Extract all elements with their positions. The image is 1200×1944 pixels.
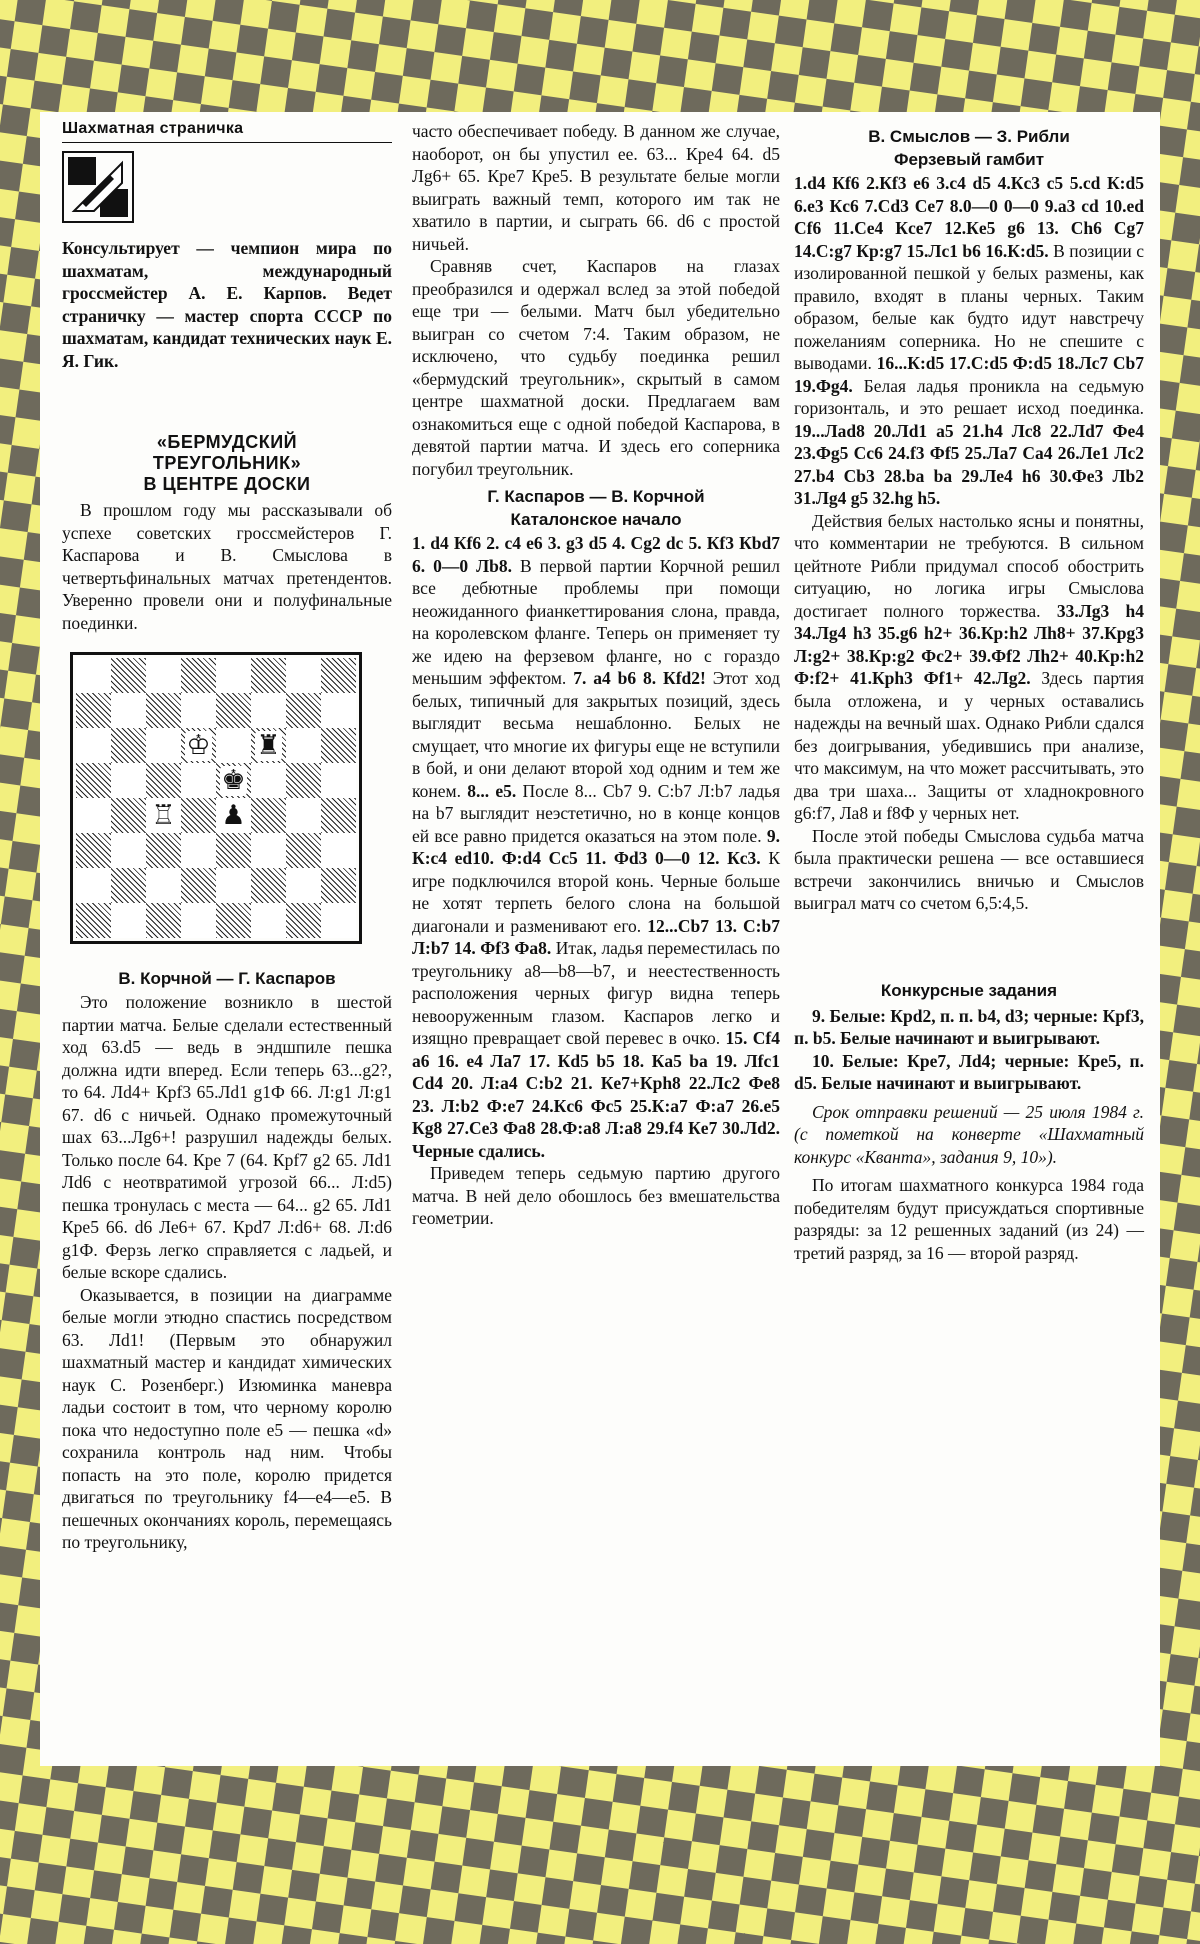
board-square [251,868,286,903]
board-square [321,763,356,798]
board-square [111,833,146,868]
section-title: Шахматная страничка [62,120,392,143]
board-square [76,798,111,833]
game3-comment-1: В позиции с изолированной пешкой у белых размены, как правило, входят в планы черных. Таким образом, белые как будто идут навстречу пожеланиям соперника. Но не спешите с выводами. [794,240,1144,373]
game1-paragraph-1: Это положение возникло в шестой партии матча. Белые сделали естественный ход 63.d5 — ведь в эндшпиле пешка должна идти вперед. Если теперь 63...g2?, то 64. Лd4+ Крf3 65.Лd1 g1Ф 66. Л:g1 Л:g1 67. d6 с ничьей. Однако промежуточный шах 63...Лg6+! разрушил надежды белых. Только после 64. Кре 7 (64. Крf7 g2 65. Лd1 Лd6 с неотвратимой угрозой 66... Л:d5) пешка тронулась с места — 64... g2 65. Лd1 Кре5 66. d6 Ле6+ 67. Кpd7 Л:d6+ 68. Л:d6 g1Ф. Ферзь легко справляется с ладьей, и белые вскоре сдались. [62,992,392,1282]
game3-moves-2: 16...К:d5 17.С:d5 Ф:d5 18.Лc7 Сb7 19.Фg4. [794,353,1144,396]
game3-paragraph-5: После этой победы Смыслова судьба матча была практически решена — все оставшиеся встречи закончились вничью и Смыслов выиграл матч со счетом 6,5:4,5. [794,825,1144,913]
board-square [111,728,146,763]
game2-moves-2: 7. a4 b6 8. Кfd2! [573,668,706,688]
game3-moves-3: 19...Лad8 20.Лd1 a5 21.h4 Лc8 22.Лd7 Фe4 23.Фg5 Сc6 24.f3 Фf5 25.Лa7 Сa4 26.Лe1 Лc2 27.b4 Сb3 28.ba ba 29.Лe4 h6 30.Фe3 Лb2 31.Лg4 g5 32.hg h5. [794,420,1144,508]
white-rook-piece: ♖ [151,799,176,831]
magazine-page [40,112,1160,1766]
board-square [76,833,111,868]
board-square [146,693,181,728]
board-square [286,798,321,833]
game1-paragraph-3: часто обеспечивает победу. В данном же случае, наоборот, он бы упустил ее. 63... Кре4 64. d5 Лg6+ 65. Кре7 Кре5. В результате белые могли выиграть важный темп, которого им так не хватило в партии, и сыграть 66. d6 с простой ничьей. [412,121,780,254]
board-square [251,658,286,693]
contest-task-9: 9. Белые: Крd2, п. п. b4, d3; черные: Крf3, п. b5. Белые начинают и выигрывают. [794,1005,1144,1048]
board-square [286,833,321,868]
game2-paragraph-final: Приведем теперь седьмую партию другого матча. В ней дело обошлось без вмешательства геометрии. [412,1163,780,1228]
chess-diagram [70,652,362,944]
board-square [111,658,146,693]
board-square [76,868,111,903]
board-square [321,833,356,868]
contest-deadline: Срок отправки решений — 25 июля 1984 г. (с пометкой на конверте «Шахматный конкурс «Кванта», задания 9, 10»). [794,1101,1144,1167]
board-square [146,833,181,868]
board-square [181,833,216,868]
board-square [181,868,216,903]
board-square [111,763,146,798]
board-square [216,868,251,903]
game2-moves-1: 1. d4 Кf6 2. c4 e6 3. g3 d5 4. Cg2 dc 5. Кf3 Кbd7 6. 0—0 Лb8. [412,533,780,576]
game2-moves-5: 12...Сb7 13. С:b7 Л:b7 14. Фf3 Фa8. [412,915,780,958]
board-square [76,728,111,763]
board-square [251,728,286,763]
board-square [181,728,216,763]
white-king-piece: ♔ [186,729,211,761]
board-square [286,728,321,763]
game3-heading: В. Смыслов — З. Рибли [868,127,1070,146]
game3-text [794,172,1144,510]
board-square [146,763,181,798]
article-title-line-3: В ЦЕНТРЕ ДОСКИ [143,474,311,494]
board-square [111,693,146,728]
game2-moves-3: 8... e5. [467,780,517,801]
board-square [286,903,321,938]
column-3 [794,120,1144,1264]
board-square [216,658,251,693]
chess-board [76,658,356,938]
game1-paragraph-2: Оказывается, в позиции на диаграмме белые могли этюдно спастись посредством 63. Лd1! (Первым это обнаружил шахматный мастер и кандидат химических наук С. Розенберг.) Изюминка маневра ладьи состоит в том, что черному королю пока что недоступно поле е5 — пешка «d» сохранила контроль над ним. Чтобы попасть на это поле, королю придется двигаться по треугольнику f4—e4—e5. В пешечных окончаниях король, перемещаясь по треугольнику, [62,1284,392,1552]
game2-heading: Г. Каспаров — В. Корчной [487,487,705,506]
chess-knight-logo-icon [62,151,134,223]
black-rook-piece: ♜ [256,729,281,761]
board-square [146,798,181,833]
board-square [286,693,321,728]
board-square [216,693,251,728]
board-square [251,903,286,938]
board-square [76,658,111,693]
game2-result: Черные сдались. [412,1140,546,1161]
board-square [181,658,216,693]
board-square [146,868,181,903]
article-title [62,432,392,495]
board-square [181,798,216,833]
board-square [216,833,251,868]
board-square [216,903,251,938]
board-square [146,903,181,938]
game2-opening: Каталонское начало [510,510,682,529]
board-square [111,868,146,903]
game2-comment-2: Этот ход белых, типичный для закрытых позиций, здесь выглядит весьма нешаблонно. Белых не смущает, что многие их фигуры еще не вступили в бой, и они делают второй ход одним и тем же конем. [412,668,781,801]
column-1 [62,120,392,1554]
contest-task-10: 10. Белые: Кре7, Лd4; черные: Кре5, п. d5. Белые начинают и выигрывают. [794,1050,1144,1093]
board-square [216,763,251,798]
column-2 [412,120,780,1230]
game1-paragraph-4: Сравняв счет, Каспаров на глазах преобразился и одержал вслед за этой победой еще три — белыми. Матч был убедительно выигран со счетом 7:4. Таким образом, не исключено, что судьбу поединка решил «бермудский треугольник», скрытый в самом центре шахматной доски. Предлагаем вам ознакомиться еще с одной победой Каспарова, в девятой партии матча. И здесь его соперника погубил треугольник. [412,256,780,479]
game2-text [412,532,780,1162]
game3-opening: Ферзевый гамбит [893,150,1045,169]
board-square [76,693,111,728]
contest-results: По итогам шахматного конкурса 1984 года победителям будут присуждаться спортивные разряды: за 12 решенных заданий (из 24) — третий разряд, за 16 — второй разряд. [794,1175,1144,1263]
game1-heading: В. Корчной — Г. Каспаров [118,969,336,988]
game3-moves-4: 33.Лg3 h4 34.Лg4 h3 35.g6 h2+ 36.Кр:h2 Лh8+ 37.Крg3 Л:g2+ 38.Кр:g2 Фc2+ 39.Фf2 Лh2+ 40.Кр:h2 Ф:f2+ 41.Крh3 Фf1+ 42.Лg2. [794,600,1144,688]
game2-comment-1: В первой партии Корчной решил все дебютные проблемы при помощи неожиданного фианкеттирования слона, правда, на королевском фланге. Теперь он применяет ту же идею на ферзевом фланге, но с гораздо меньшим эффектом. [412,555,780,688]
article-lead: В прошлом году мы рассказывали об успехе советских гроссмейстеров Г. Каспарова и В. Смыслова в четвертьфинальных матчах претендентов. Уверенно провели они и полуфинальные поединки. [62,500,392,633]
black-king-piece: ♚ [221,764,246,796]
board-square [251,763,286,798]
article-title-line-2: ТРЕУГОЛЬНИК» [152,453,302,473]
game2-comment-4: К игре подключился второй конь. Черные больше не хотят терпеть белого слона на большой диагонали и разменивают его. [412,848,780,936]
board-square [251,693,286,728]
board-square [76,903,111,938]
game3-comment-4: Здесь партия была отложена, и у черных оставались надежды на вечный шах. Однако Рибли сдался без доигрывания, убедившись при анализе, что максимум, на что может рассчитывать, это два три шаха... Защиты от хладнокровного g6:f7, Лa8 и f8Ф у черных нет. [794,668,1145,823]
board-square [181,693,216,728]
board-square [251,833,286,868]
game3-moves-1: 1.d4 Кf6 2.Кf3 e6 3.c4 d5 4.Кc3 c5 5.cd К:d5 6.e3 Кc6 7.Сd3 Сe7 8.0—0 0—0 9.a3 cd 10.ed Сf6 11.Сe4 Кce7 12.Кe5 g6 13. Сh6 Сg7 14.С:g7 Кр:g7 15.Лc1 b6 16.К:d5. [794,173,1144,261]
board-square [181,763,216,798]
board-square [111,903,146,938]
board-square [146,728,181,763]
game2-comment-5: Итак, ладья переместилась по треугольнику a8—b8—b7, и неестественность расположения черных фигур видна теперь невооруженным глазом. Каспаров легко и изящно превращает свой перевес в очко. [412,938,780,1048]
board-square [76,763,111,798]
board-square [286,868,321,903]
black-pawn-piece: ♟ [221,799,246,831]
game3-comment-2: Белая ладья проникла на седьмую горизонталь, и это решает исход поединка. [794,375,1144,418]
board-square [286,763,321,798]
board-square [321,903,356,938]
board-square [286,658,321,693]
board-square [216,798,251,833]
board-square [321,658,356,693]
board-square [251,798,286,833]
intro-text: Консультирует — чемпион мира по шахматам, международный гроссмейстер А. Е. Карпов. Ведет страничку — мастер спорта СССР по шахматам, кандидат технических наук Е. Я. Гик. [62,238,392,371]
board-square [216,728,251,763]
board-square [321,798,356,833]
game2-moves-6: 15. Сf4 a6 16. e4 Лa7 17. Кd5 b5 18. Кa5 ba 19. Лfc1 Сd4 20. Л:a4 С:b2 21. Кe7+Крh8 22.Лc2 Фe8 23. Л:b2 Ф:e7 24.Кc6 Фc5 25.К:a7 Ф:a7 26.e5 Кg8 27.Сe3 Фa8 28.Ф:a8 Л:a8 29.f4 Кe7 30.Лd2. [412,1028,780,1138]
game3-comment-3: Действия белых настолько ясны и понятны, что комментарии не требуются. В сильном цейтноте Рибли придумал способ обострить ситуацию, но логика игры Смыслова достигает полного торжества. [794,510,1144,621]
contest-heading: Конкурсные задания [880,980,1058,1000]
game2-comment-3: После 8... Сb7 9. С:b7 Л:b7 ладья на b7 выглядит неэстетично, но в конце концов ей все равно придется оказаться на этом поле. [412,780,781,846]
board-square [146,658,181,693]
board-square [321,693,356,728]
board-square [321,728,356,763]
board-square [111,798,146,833]
game2-moves-4: 9. К:c4 ed10. Ф:d4 Сc5 11. Фd3 0—0 12. Кc3. [412,825,780,868]
game3-paragraph-3 [794,510,1144,825]
board-square [181,903,216,938]
board-square [321,868,356,903]
article-title-line-1: «БЕРМУДСКИЙ [156,432,298,452]
